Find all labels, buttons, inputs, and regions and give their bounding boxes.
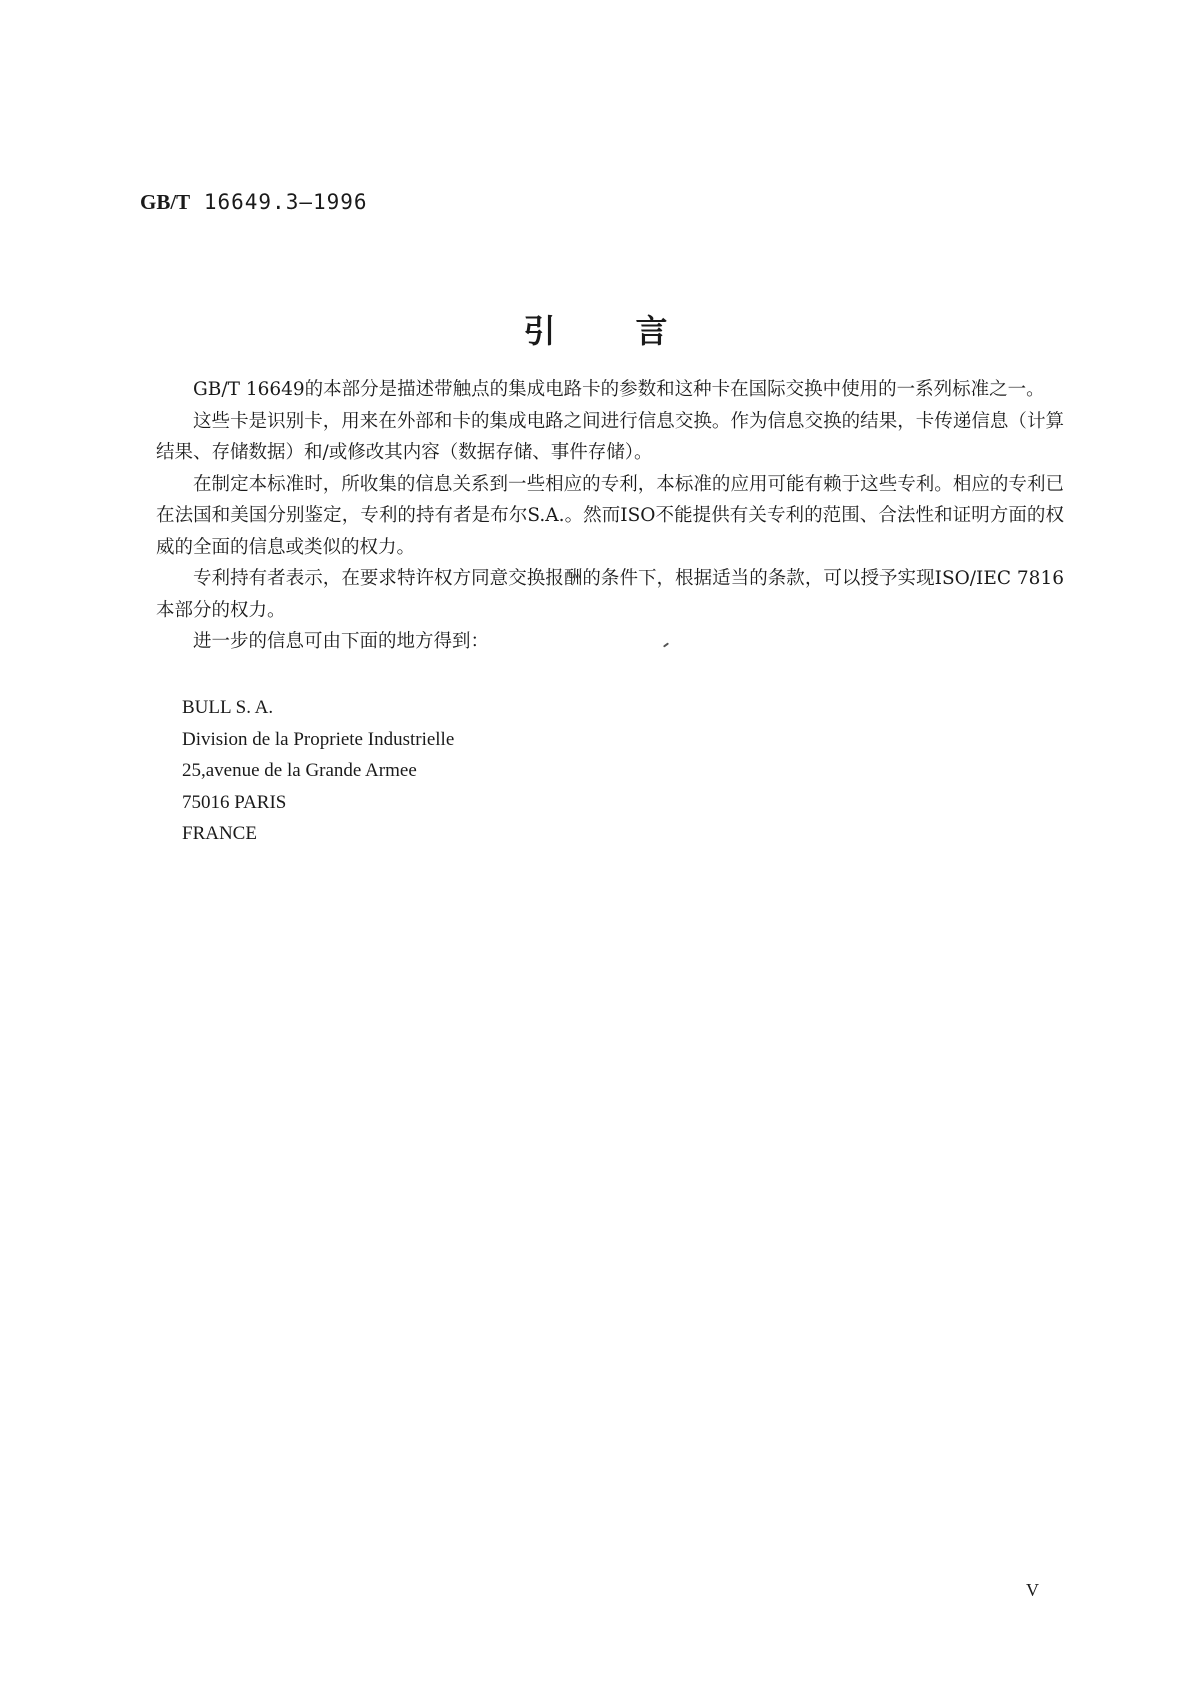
- paragraph: 专利持有者表示，在要求特许权方同意交换报酬的条件下，根据适当的条款，可以授予实现ISO/IEC 7816本部分的权力。: [156, 568, 1064, 621]
- address-line: FRANCE: [182, 823, 257, 844]
- paragraph: GB/T 16649的本部分是描述带触点的集成电路卡的参数和这种卡在国际交换中使用的一系列标准之一。: [193, 379, 1045, 400]
- standard-code: 16649.3—1996: [190, 190, 368, 214]
- address-line: 25,avenue de la Grande Armee: [182, 760, 417, 781]
- introduction-body: [156, 374, 1064, 658]
- standard-number: [140, 190, 368, 215]
- page-number: V: [1026, 1580, 1039, 1600]
- paragraph: 在制定本标准时，所收集的信息关系到一些相应的专利，本标准的应用可能有赖于这些专利。相应的专利已在法国和美国分别鉴定，专利的持有者是布尔S.A.。然而ISO不能提供有关专利的范围、合法性和证明方面的权威的全面的信息或类似的权力。: [156, 473, 1064, 558]
- paragraph: 这些卡是识别卡，用来在外部和卡的集成电路之间进行信息交换。作为信息交换的结果，卡传递信息（计算结果、存储数据）和/或修改其内容（数据存储、事件存储）。: [156, 410, 1064, 463]
- address-line: Division de la Propriete Industrielle: [182, 728, 455, 750]
- address-line: 75016 PARIS: [182, 791, 287, 813]
- page-title: 引言: [523, 312, 748, 350]
- address-line: BULL S. A.: [182, 697, 274, 718]
- paragraph: 进一步的信息可由下面的地方得到：: [193, 631, 490, 652]
- contact-address: [182, 692, 454, 850]
- standard-prefix: GB/T: [140, 190, 191, 214]
